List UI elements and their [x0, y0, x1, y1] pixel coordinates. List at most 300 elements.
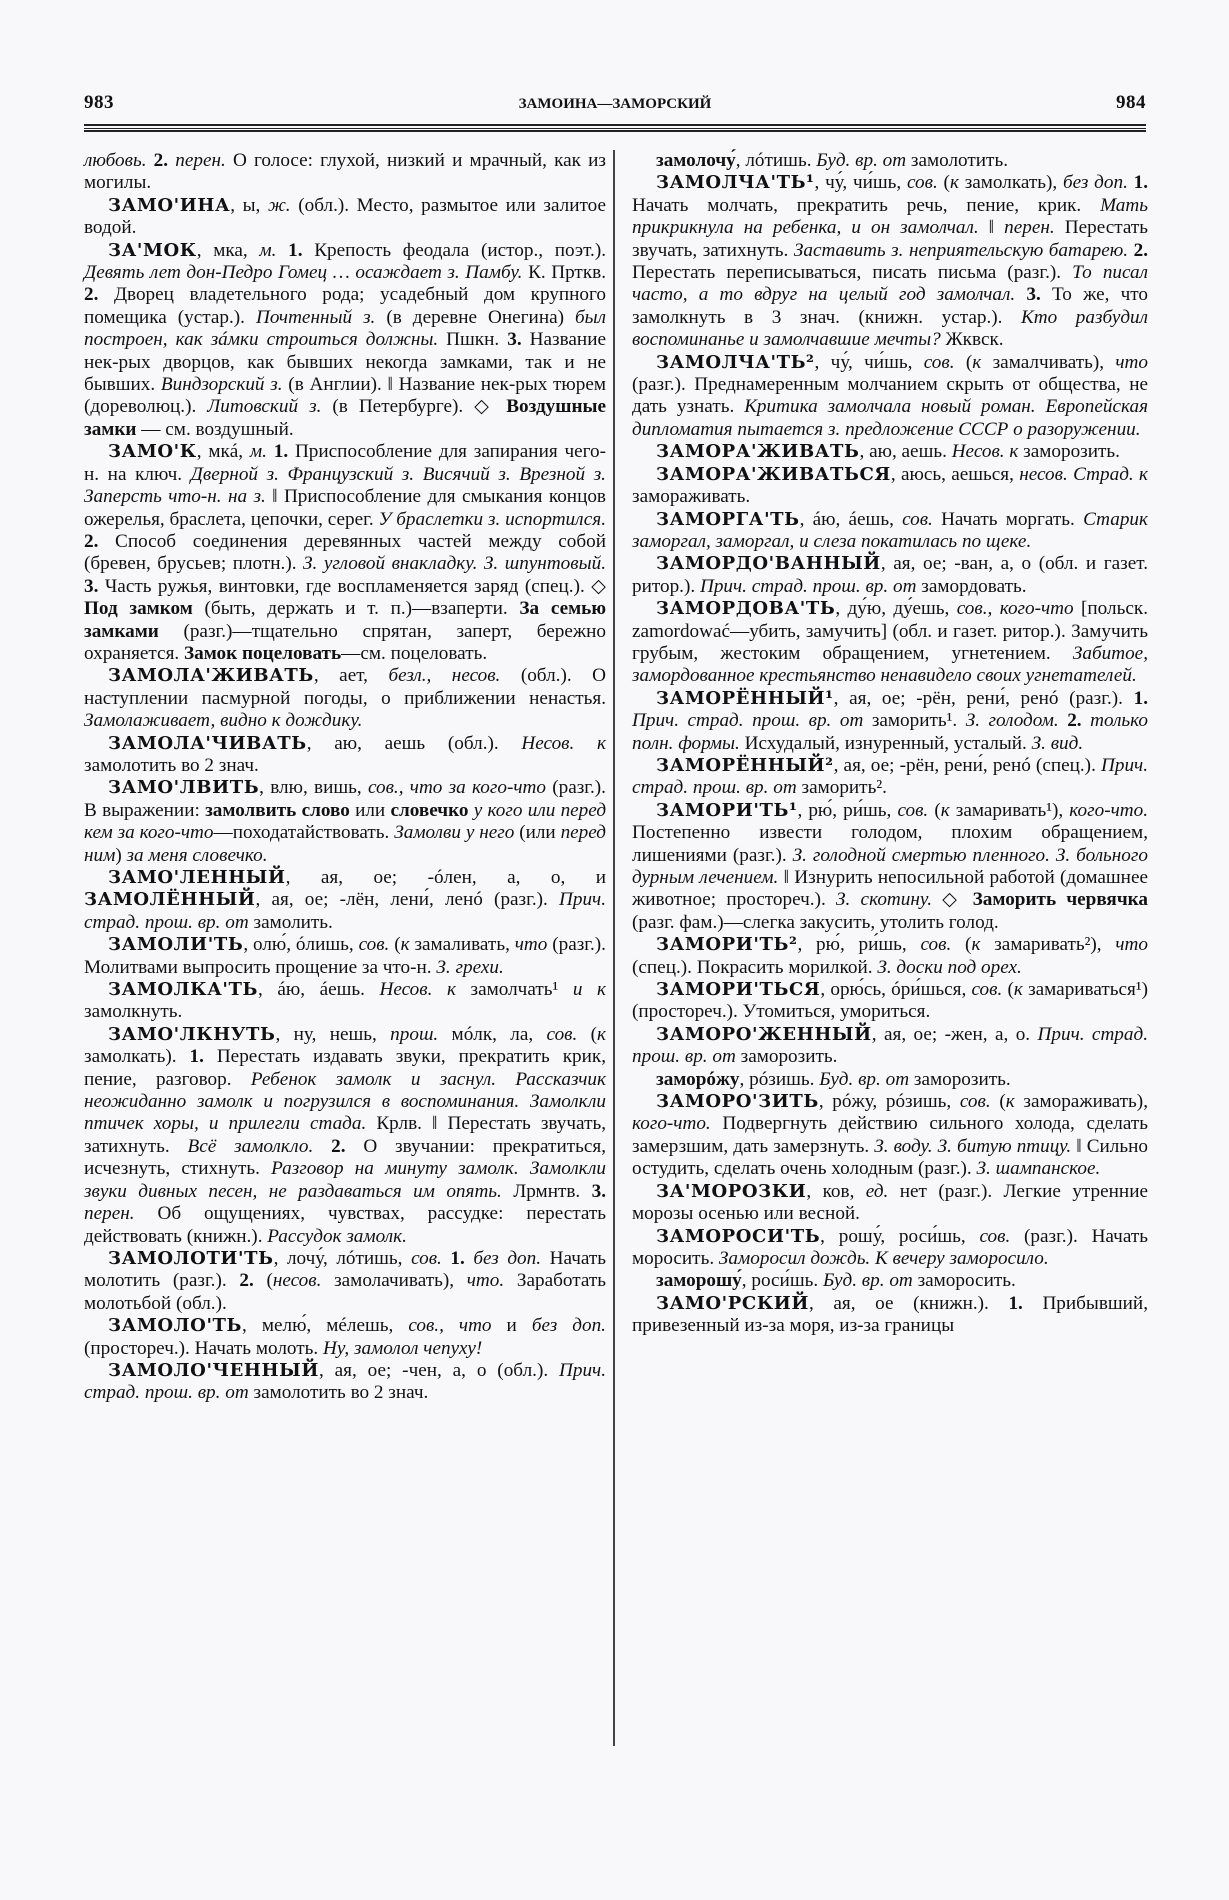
dictionary-entry	[632, 441, 1148, 463]
entry-text: сов.	[971, 979, 1003, 1001]
entry-text: или	[349, 799, 391, 821]
entry-text: Исхудалый, изнуренный, усталый.	[739, 732, 1032, 754]
dictionary-entry	[84, 195, 606, 240]
entry-text: , рóжу, рóзишь,	[818, 1091, 960, 1113]
entry-text: Прич. страд. прош. вр. от	[632, 710, 864, 732]
entry-text: , роси́шь.	[741, 1270, 823, 1292]
entry-text: прош.	[390, 1023, 439, 1045]
entry-text: 1.	[450, 1247, 465, 1269]
headword: ЗАМО'РСКИЙ	[656, 1292, 810, 1314]
entry-text: , ая, ое; -чен, а, о (обл.).	[318, 1359, 559, 1381]
entry-text: Крлв. ‖ Перестать звучать, затихнуть.	[84, 1113, 607, 1157]
dictionary-entry	[84, 441, 606, 665]
dictionary-entry	[632, 1024, 1148, 1069]
entry-text: без доп.	[473, 1247, 542, 1269]
entry-text: 2.	[153, 150, 176, 171]
headword: ЗАМО'ИНА	[108, 194, 231, 216]
entry-text: перен.	[84, 1203, 135, 1225]
entry-text: , ну, нешь,	[275, 1023, 391, 1045]
entry-text: , мелю́, мéлешь,	[242, 1315, 409, 1337]
entry-text: был построен, как зáмки строиться должны.	[84, 306, 607, 351]
entry-text: (	[951, 934, 972, 956]
entry-text: Прич. страд. прош. вр. от	[84, 889, 606, 933]
page-header	[84, 92, 1146, 122]
entry-text: сов.	[907, 172, 938, 194]
dictionary-entry	[84, 1315, 606, 1360]
entry-text: сов.	[358, 934, 390, 956]
header-rule	[84, 124, 1146, 126]
entry-text: , ы,	[230, 194, 268, 216]
entry-text: ◇	[932, 889, 973, 911]
entry-text: Ну, замолол чепуху!	[322, 1337, 483, 1359]
entry-text: кого-что.	[1069, 799, 1149, 821]
entry-text: , мка,	[196, 239, 260, 261]
entry-text: замолкнуть.	[84, 1001, 183, 1023]
entry-text: То писал часто, а то вдруг на целый год замолчал.	[632, 262, 1148, 306]
entry-text: сов.	[897, 799, 929, 821]
entry-text: Девять лет дон-Педро Гомец … осаждает з. Памбу.	[84, 262, 523, 284]
entry-text: З. скотину.	[836, 889, 932, 911]
entry-text: О голосе: глухой, низкий и мрачный, как из могилы.	[84, 150, 606, 194]
entry-text: , ков,	[806, 1180, 866, 1202]
entry-text: , рю́, ри́шь,	[797, 799, 898, 821]
entry-text: Воздушные замки	[84, 396, 606, 440]
entry-text: ед.	[865, 1180, 889, 1202]
entry-text: безл., несов.	[388, 665, 501, 687]
entry-text: (	[253, 1270, 273, 1292]
entry-text: и к	[572, 979, 606, 1001]
headword: ЗАМОЛОТИ'ТЬ	[108, 1247, 274, 1269]
dictionary-entry	[632, 598, 1148, 688]
entry-text: , áю, áешь,	[799, 508, 903, 530]
entry-text: Лрмнтв.	[501, 1180, 592, 1202]
headword: ЗАМОЛА'ЧИВАТЬ	[108, 732, 307, 754]
headword: ЗАМО'ЛКНУТЬ	[108, 1023, 276, 1045]
dictionary-entry	[84, 733, 606, 778]
headword: ЗАМОЛКА'ТЬ	[108, 979, 258, 1001]
entry-text: (быть, держать и т. п.)—взаперти.	[192, 598, 520, 620]
headword: ЗАМОРЁННЫЙ¹	[656, 687, 834, 709]
entry-text: Литовский з.	[207, 396, 322, 418]
entry-text: , лóтишь.	[735, 150, 817, 171]
entry-text: заморить².	[796, 777, 887, 799]
entry-text: сов.	[411, 1247, 442, 1269]
column-divider	[613, 150, 615, 1746]
entry-text: , ая, ое; -рён, рени́, ренó (разг.).	[833, 687, 1134, 709]
entry-text: у кого или перед кем за кого-что	[84, 799, 607, 844]
entry-text: (	[928, 799, 941, 821]
entry-text: заморосить.	[912, 1270, 1016, 1292]
entry-text: к	[597, 1023, 606, 1045]
entry-text: замолачивать),	[321, 1270, 467, 1292]
entry-text: Прич. страд. прош. вр. от	[699, 575, 917, 597]
entry-text: что	[514, 934, 548, 956]
headword: ЗАМОРО'ЗИТЬ	[656, 1091, 819, 1113]
entry-text: , влю, вишь,	[259, 777, 368, 799]
entry-text: Ребенок замолк и заснул. Рассказчик неожиданно замолк и погрузился в воспоминания. Замолкли птичек хоры, и прилегли стада.	[84, 1068, 606, 1135]
entry-text: (в деревне Онегина)	[375, 306, 575, 328]
entry-text: замолотить во 2 знач.	[248, 1382, 429, 1404]
entry-text: Рассудок замолк.	[267, 1225, 407, 1247]
entry-text: 1.	[1008, 1292, 1023, 1314]
entry-text: замордовать.	[916, 575, 1027, 597]
entry-text: замариваться¹) (простореч.). Утомиться, умориться.	[632, 979, 1148, 1023]
entry-text: Способ соединения деревянных частей между собой (бревен, брусьев; плотн.).	[84, 530, 606, 575]
entry-text: З. воду. З. битую птицу.	[874, 1135, 1072, 1157]
entry-text: заморозить.	[909, 1068, 1011, 1090]
dictionary-entry	[84, 1360, 606, 1405]
entry-text: Название нек-рых дворцов, как бывших некогда замками, так и не бывших.	[84, 329, 606, 396]
dictionary-entry	[632, 755, 1148, 800]
entry-text: 3.	[84, 575, 99, 597]
entry-text: (простореч.). Начать молоть.	[84, 1337, 323, 1359]
entry-text: 2.	[84, 284, 99, 306]
entry-text: , áю, áешь.	[257, 979, 380, 1001]
dictionary-entry	[632, 172, 1148, 351]
entry-text: замолкать),	[958, 172, 1063, 194]
entry-text	[1015, 284, 1026, 305]
entry-text: З. шампанское.	[976, 1158, 1101, 1180]
entry-text: 1.	[273, 441, 289, 463]
entry-text: Замолаживает, видно к дождику.	[84, 710, 363, 732]
entry-text: Заморосил дождь. К вечеру заморосило.	[718, 1247, 1049, 1269]
entry-text: Об ощущениях, чувствах, рассудке: перестать действовать (книжн.).	[84, 1203, 606, 1247]
dictionary-entry	[84, 979, 606, 1024]
entry-text: , рóзишь.	[739, 1068, 820, 1090]
entry-text: Перестать звучать, затихнуть.	[632, 217, 1148, 261]
entry-text: 3.	[591, 1180, 606, 1202]
dictionary-entry	[632, 1091, 1148, 1181]
entry-text: (или	[514, 822, 561, 844]
entry-text: )	[115, 844, 127, 866]
entry-text: , рошу́, роси́шь,	[820, 1225, 980, 1247]
entry-text: заморозить.	[1018, 441, 1120, 463]
dictionary-entry	[632, 1293, 1148, 1338]
entry-text: З. доски под орех.	[877, 956, 1022, 978]
entry-text: (	[389, 934, 401, 956]
entry-text: перен.	[175, 150, 226, 171]
dictionary-entry	[632, 1069, 1148, 1091]
headword: ЗАМОРЁННЫЙ²	[656, 754, 834, 776]
entry-text: Буд. вр. от	[816, 150, 907, 171]
dictionary-entry	[632, 979, 1148, 1024]
entry-text: ‖ Изнурить непосильной работой (домашнее животное; простореч.).	[632, 867, 1148, 911]
entry-text: к	[400, 934, 410, 956]
entry-text: 3.	[507, 329, 522, 351]
entry-text: и	[491, 1315, 532, 1337]
entry-text: без доп.	[531, 1315, 606, 1337]
dictionary-entry	[84, 1024, 606, 1248]
entry-text: (	[1002, 979, 1014, 1001]
entry-text: сов.	[546, 1023, 578, 1045]
entry-text: З. голодом.	[965, 710, 1059, 732]
entry-text: Перестать переписываться, писать письма (разг.).	[632, 262, 1073, 284]
dictionary-entry	[84, 1248, 606, 1315]
entry-text: 2.	[1067, 710, 1082, 732]
entry-text: замолотить во 2 знач.	[84, 754, 259, 776]
entry-text: ‖ Приспособление для смыкания концов ожерелья, браслета, цепочки, серег.	[84, 486, 606, 530]
entry-text: (обл.). О наступлении пасмурной погоды, о приближении ненастья.	[84, 665, 606, 709]
entry-text: 1.	[1133, 172, 1149, 194]
headword: ЗАМОРО'ЖЕННЫЙ	[656, 1023, 872, 1045]
dictionary-entry	[632, 688, 1148, 755]
entry-text: Всё замолкло.	[187, 1135, 314, 1157]
entry-text: Прибывший, привезенный из-за моря, из-за границы	[632, 1292, 1148, 1337]
entry-text: (	[954, 351, 973, 373]
entry-text: Подвергнуть действию сильного холода, сделать замерзшим, дать замерзнуть.	[632, 1113, 1148, 1157]
entry-text: (обл.). Место, размытое или залитое водой.	[84, 194, 606, 239]
entry-text: замолкать).	[84, 1046, 190, 1068]
entry-text: Начать моргать.	[932, 508, 1084, 530]
entry-text: без доп.	[1063, 172, 1128, 194]
page-number-left: 983	[84, 92, 114, 113]
entry-text: , ая, ое; -óлен, а, о, и	[285, 867, 606, 888]
entry-text: 1.	[189, 1046, 204, 1068]
entry-text: заморозить.	[735, 1046, 838, 1068]
headword: ЗАМОЛЧА'ТЬ¹	[656, 172, 815, 194]
entry-text: словечко	[390, 799, 469, 821]
entry-text	[313, 1136, 331, 1157]
entry-text: (	[577, 1023, 598, 1045]
dictionary-entry	[632, 352, 1148, 442]
entry-text: ‖	[978, 217, 1005, 239]
entry-text: сов.	[923, 351, 955, 373]
entry-text: , лочу́, лóтишь,	[273, 1247, 412, 1269]
entry-text: У браслетки з. испортился.	[378, 508, 606, 530]
headword: ЗАМОРИ'ТЬ¹	[656, 799, 798, 821]
entry-text: 2.	[84, 530, 99, 552]
entry-text: [польск. zamordować—убить, замучить] (обл. и газет. ритор.). Замучить грубым, жестоким обращением, угнетением.	[632, 598, 1148, 664]
entry-text	[267, 441, 274, 462]
entry-text: Заставить з. неприятельскую батарею.	[793, 239, 1129, 261]
entry-text: О звучании: прекратиться, исчезнуть, стихнуть.	[84, 1135, 606, 1180]
entry-text: Замолви у него	[394, 822, 515, 844]
entry-text: (в Англии). ‖ Название нек-рых тюрем (дореволюц.).	[84, 374, 607, 418]
headword: ЗАМО'ЛВИТЬ	[108, 777, 260, 799]
entry-text: Мать прикрикнула на ребенка, и он замолчал.	[632, 194, 1148, 239]
dictionary-entry	[632, 934, 1148, 979]
dictionary-entry	[632, 553, 1148, 598]
entry-text: Перестать издавать звуки, прекратить крик, пение, разговор.	[84, 1046, 606, 1090]
entry-text: , аю, аешь.	[859, 441, 952, 463]
entry-text	[276, 240, 288, 261]
dictionary-entry	[84, 777, 606, 867]
headword: ЗАМОРГА'ТЬ	[656, 508, 800, 530]
entry-text: (	[990, 1091, 1006, 1113]
entry-text: кого-что.	[632, 1113, 711, 1135]
entry-text: — см. воздушный.	[136, 418, 294, 440]
headword: ЗАМОЛА'ЖИВАТЬ	[108, 665, 314, 687]
entry-text: Постепенно извести голодом, плохим обращением, лишениями (разг.).	[632, 822, 1148, 866]
left-column	[84, 150, 606, 1405]
entry-text: несов.	[272, 1270, 322, 1292]
entry-text: замораживать),	[1014, 1091, 1148, 1113]
entry-text: , рю́, ри́шь,	[797, 934, 921, 956]
headword: ЗАМОРДО'ВАННЫЙ	[656, 553, 881, 575]
entry-text: (разг.). Молитвами выпросить прощение за что-н.	[84, 934, 606, 978]
entry-text: замолить.	[248, 911, 333, 933]
entry-text: м.	[249, 441, 267, 463]
entry-text: 2.	[239, 1270, 254, 1292]
entry-text: , мкá,	[196, 441, 250, 463]
entry-text: , аюсь, аешься,	[890, 463, 1020, 485]
entry-text: Виндзорский з.	[160, 374, 283, 396]
entry-text: к	[949, 172, 959, 194]
entry-text: (разг.). В выражении:	[84, 777, 606, 821]
entry-text: сов.	[979, 1225, 1011, 1247]
headword: ЗАМО'К	[108, 441, 197, 463]
entry-text: Дворец владетельного рода; усадебный дом крупного помещика (устар.).	[84, 284, 606, 328]
entry-text: —см. поцеловать.	[341, 642, 488, 664]
entry-text: Буд. вр. от	[819, 1068, 910, 1090]
header-rule	[84, 130, 1146, 132]
dictionary-entry	[84, 867, 606, 934]
entry-text: , чу́, чи́шь,	[814, 351, 924, 373]
entry-text: мóлк, ла,	[438, 1023, 547, 1045]
entry-text: перен.	[1004, 217, 1055, 239]
entry-text: , чу́, чи́шь,	[814, 172, 907, 194]
dictionary-entry	[632, 800, 1148, 934]
entry-text: ‖ Сильно остудить, сделать очень холодным (разг.).	[632, 1135, 1148, 1180]
dictionary-entry	[632, 1226, 1148, 1271]
entry-text: , ая, ое (книжн.).	[809, 1292, 1009, 1314]
page-number-right: 984	[1116, 92, 1146, 113]
entry-text: —походатайствовать.	[213, 822, 395, 844]
entry-text: к	[597, 732, 606, 754]
entry-text: Старик заморгал, заморгал, и слеза покатилась по щеке.	[632, 508, 1148, 552]
headword: ЗАМОЛИ'ТЬ	[108, 934, 244, 956]
headword: ЗАМОЛО'ТЬ	[108, 1315, 243, 1337]
entry-text	[1059, 710, 1068, 731]
dictionary-entry	[84, 150, 606, 195]
entry-text: З. угловой внакладку. З. шпунтовый.	[303, 553, 606, 575]
entry-text: Крепость феодала (истор., поэт.).	[302, 239, 607, 261]
entry-text: Несов. к	[379, 979, 456, 1001]
entry-text: , орю́сь, óри́шься,	[820, 979, 972, 1001]
entry-text: замаливать,	[409, 934, 515, 956]
entry-text: замаривать¹),	[949, 799, 1070, 821]
entry-text: что	[1115, 934, 1149, 956]
entry-text: З. голодной смертью пленного. З. больного дурным лечением.	[632, 844, 1148, 888]
entry-text: к	[1013, 979, 1023, 1001]
entry-text: К. Прткв.	[522, 262, 606, 284]
headword: ЗАМОЛО'ЧЕННЫЙ	[108, 1359, 319, 1381]
entry-text: , ду́ю, ду́ешь,	[835, 598, 957, 620]
entry-text: (разг. фам.)—слегка закусить, утолить голод.	[632, 911, 999, 933]
entry-text: , олю́, óлишь,	[243, 934, 359, 956]
entry-text: сов., что за кого-что	[367, 777, 546, 799]
headword: ЗАМОЛЁННЫЙ	[84, 889, 256, 911]
entry-text: (разг.). Начать моросить.	[632, 1225, 1148, 1269]
entry-text: Прич. страд. прош. вр. от	[632, 1023, 1148, 1068]
entry-text	[574, 733, 597, 754]
entry-text: замалчивать),	[981, 351, 1116, 373]
entry-text: Буд. вр. от	[822, 1270, 913, 1292]
entry-text: То же, что замолкнуть в 3 знач. (книжн. устар.).	[632, 284, 1148, 328]
entry-text: Несов.	[521, 732, 575, 754]
entry-text: нет (разг.). Легкие утренние морозы осенью или весной.	[632, 1180, 1148, 1225]
entry-text: к	[971, 934, 981, 956]
entry-text: Часть ружья, винтовки, где воспламеняется заряд (спец.). ◇	[98, 575, 606, 597]
entry-text: (спец.). Покрасить морилкой.	[632, 956, 878, 978]
entry-text: 2.	[1133, 239, 1148, 261]
header-rule	[84, 128, 1146, 129]
headword: ЗАМОЛЧА'ТЬ²	[656, 351, 815, 373]
entry-text: Начать молчать, прекратить речь, пение, крик.	[632, 194, 1101, 216]
entry-text: Кто разбудил воспоминанье и замолчавшие мечты?	[632, 306, 1148, 351]
entry-text: Дверной з. Французский з. Висячий з. Врезной з. Заперсть что-н. на з.	[84, 463, 606, 508]
entry-text: к	[1005, 1091, 1015, 1113]
entry-text: сов.	[920, 934, 952, 956]
entry-text: 2.	[331, 1135, 346, 1157]
entry-text: , аю, аешь (обл.).	[306, 732, 522, 754]
entry-text: сов., кого-что	[956, 598, 1074, 620]
entry-text: что.	[466, 1270, 505, 1292]
entry-text: Пшкн.	[438, 329, 508, 351]
entry-text: 1.	[1133, 687, 1148, 709]
headword: ЗАМОРИ'ТЬСЯ	[656, 979, 821, 1001]
entry-text: перед ним	[84, 822, 607, 866]
entry-text: сов.	[902, 508, 933, 530]
entry-text: к	[972, 351, 982, 373]
entry-text: Приспособление для запирания чего-н. на ключ.	[84, 441, 606, 485]
entry-text: замолотить.	[906, 150, 1008, 171]
dictionary-entry	[632, 150, 1148, 172]
entry-text: Забитое, замордованное крестьянство ненавидело своих угнетателей.	[632, 642, 1148, 687]
entry-text: замолвить слово	[205, 799, 350, 821]
entry-text: заморить¹.	[863, 710, 966, 732]
dictionary-entry	[84, 240, 606, 442]
entry-text: , ая, ое; -рён, рени́, ренó (спец.).	[833, 754, 1101, 776]
entry-text: замораживать.	[632, 486, 751, 508]
entry-text: Заморить червячка	[972, 889, 1148, 911]
entry-text: Жквск.	[940, 329, 1004, 351]
entry-text: замолчать¹	[455, 979, 573, 1001]
dictionary-entry	[632, 1181, 1148, 1226]
headword: ЗАМОРА'ЖИВАТЬСЯ	[656, 463, 891, 485]
entry-text: , ает,	[313, 665, 389, 687]
entry-text	[1082, 710, 1091, 731]
entry-text: Начать молотить (разг.).	[84, 1247, 607, 1292]
entry-text: З. вид.	[1031, 732, 1084, 754]
entry-text: любовь.	[84, 150, 154, 171]
dictionary-entry	[632, 509, 1148, 554]
entry-text: что	[1115, 351, 1149, 373]
headword: ЗАМОРДОВА'ТЬ	[656, 598, 836, 620]
dictionary-entry	[632, 1270, 1148, 1292]
entry-text: Прич. страд. прош. вр. от	[632, 754, 1148, 799]
entry-text: Под замком	[84, 598, 193, 620]
entry-text: сов.	[959, 1091, 991, 1113]
entry-text: З. грехи.	[436, 956, 504, 978]
entry-text: (в Петербурге). ◇	[321, 396, 507, 418]
entry-text: (разг.). Преднамеренным молчанием скрыть от общества, не дать узнать.	[632, 374, 1148, 418]
entry-text: только полн. формы.	[632, 710, 1149, 754]
entry-text: Критика замолчала новый роман. Европейская дипломатия пытается з. предложение СССР о разоружении.	[632, 396, 1149, 440]
right-column	[632, 150, 1148, 1338]
headword: ЗАМОРИ'ТЬ²	[656, 934, 798, 956]
headword: ЗА'МОК	[108, 239, 197, 261]
dictionary-entry	[632, 464, 1148, 509]
headword: ЗА'МОРОЗКИ	[656, 1180, 807, 1202]
entry-text: к	[940, 799, 950, 821]
entry-text: Заработать молотьбой (обл.).	[84, 1270, 606, 1314]
entry-text: замаривать²),	[980, 934, 1116, 956]
entry-text: ж.	[267, 194, 291, 216]
headword: ЗАМОРА'ЖИВАТЬ	[656, 441, 860, 463]
running-head: ЗАМОИНА—ЗАМОРСКИЙ	[518, 96, 712, 112]
dictionary-entry	[84, 934, 606, 979]
